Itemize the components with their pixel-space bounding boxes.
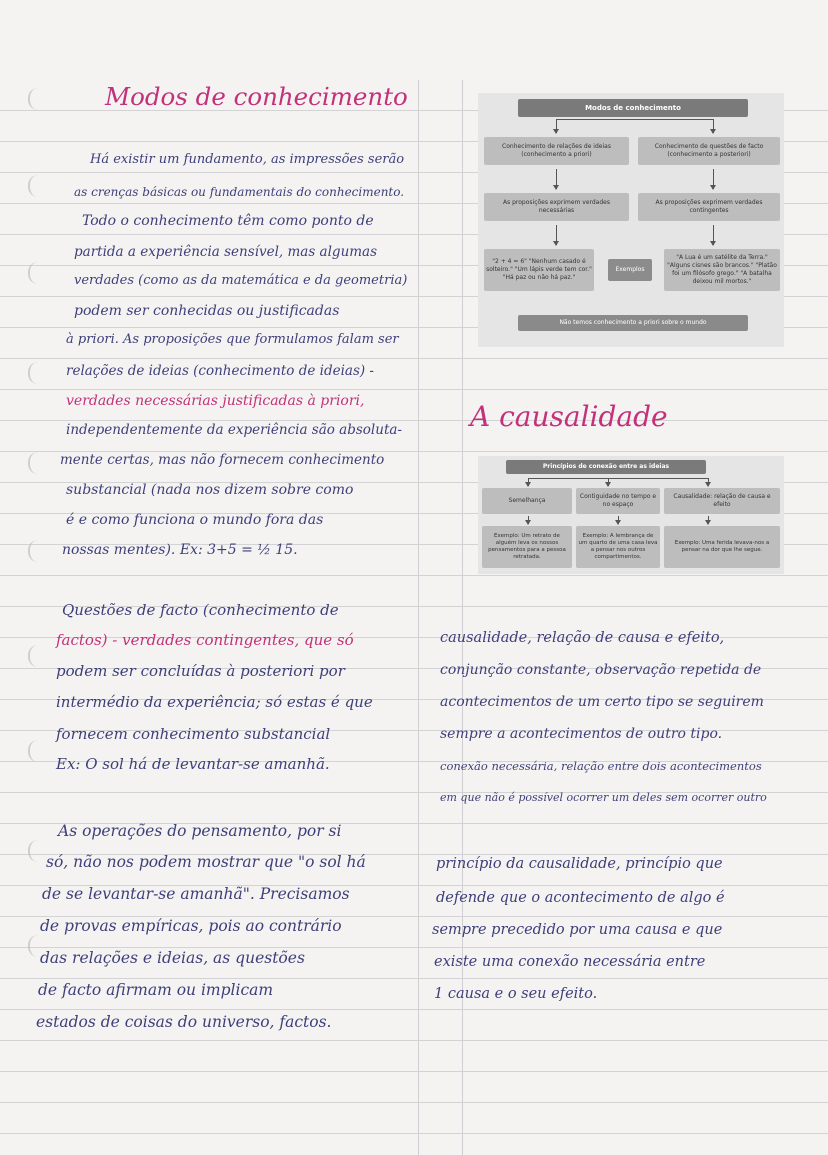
binding-ring xyxy=(28,262,44,284)
arrow-icon xyxy=(713,225,714,245)
handwritten-line: Há existir um fundamento, as impressões serão xyxy=(90,152,405,167)
handwritten-line: nossas mentes). Ex: 3+5 = ½ 15. xyxy=(62,542,298,558)
arrow-icon xyxy=(556,169,557,189)
figure-title: Modos de conhecimento xyxy=(518,99,748,117)
figure-connection-principles xyxy=(478,456,784,574)
examples-label: Exemplos xyxy=(608,259,652,281)
handwritten-line: As operações do pensamento, por si xyxy=(58,822,342,840)
handwritten-line: 1 causa e o seu efeito. xyxy=(434,986,598,1002)
handwritten-line: relações de ideias (conhecimento de ideias) - xyxy=(66,363,374,379)
binding-ring xyxy=(28,540,44,562)
connector xyxy=(556,119,713,120)
handwritten-line: intermédio da experiência; só estas é que xyxy=(56,693,373,711)
handwritten-line: podem ser conhecidas ou justificadas xyxy=(74,303,340,319)
handwritten-line: é e como funciona o mundo fora das xyxy=(66,512,324,528)
connector xyxy=(528,478,708,479)
handwritten-line: independentemente da experiência são absoluta- xyxy=(66,422,402,438)
handwritten-line: Questões de facto (conhecimento de xyxy=(62,601,339,619)
arrow-icon xyxy=(528,516,529,524)
handwritten-line: de provas empíricas, pois ao contrário xyxy=(40,917,342,935)
handwritten-line: Ex: O sol há de levantar-se amanhã. xyxy=(56,755,330,773)
box-necessary-truths: As proposições exprimem verdades necessárias xyxy=(484,193,629,221)
arrow-icon xyxy=(556,225,557,245)
binding-ring xyxy=(28,362,44,384)
section-title-causality: A causalidade xyxy=(470,400,668,433)
handwritten-line: Todo o conhecimento têm como ponto de xyxy=(82,213,374,229)
arrow-icon xyxy=(713,119,714,133)
handwritten-line: causalidade, relação de causa e efeito, xyxy=(440,630,725,646)
box-resemblance: Semelhança xyxy=(482,488,572,514)
arrow-icon xyxy=(708,516,709,524)
examples-a-priori: "2 + 4 = 6" "Nenhum casado é solteiro." "Um lápis verde tem cor." "Há paz ou não há paz." xyxy=(484,249,594,291)
ruled-line xyxy=(0,1102,828,1103)
arrow-icon xyxy=(618,516,619,524)
handwritten-line: conexão necessária, relação entre dois acontecimentos xyxy=(440,759,762,773)
box-causality: Causalidade: relação de causa e efeito xyxy=(664,488,780,514)
figure-title: Princípios de conexão entre as ideias xyxy=(506,460,706,474)
handwritten-line: sempre precedido por uma causa e que xyxy=(432,922,723,938)
handwritten-line: mente certas, mas não fornecem conhecimento xyxy=(60,452,385,468)
box-relations-of-ideas: Conhecimento de relações de ideias (conhecimento a priori) xyxy=(484,137,629,165)
handwritten-line: em que não é possível ocorrer um deles sem ocorrer outro xyxy=(440,791,767,804)
handwritten-line: princípio da causalidade, princípio que xyxy=(436,856,723,872)
ruled-line xyxy=(0,1071,828,1072)
handwritten-line: defende que o acontecimento de algo é xyxy=(436,890,725,906)
binding-ring xyxy=(28,645,44,667)
binding-ring xyxy=(28,840,44,862)
binding-ring xyxy=(28,740,44,762)
handwritten-line-highlight: factos) - verdades contingentes, que só xyxy=(56,631,354,649)
arrow-icon xyxy=(556,119,557,133)
example-resemblance: Exemplo: Um retrato de alguém leva os nossos pensamentos para a pessoa retratada. xyxy=(482,526,572,568)
handwritten-line: acontecimentos de um certo tipo se seguirem xyxy=(440,694,764,710)
example-causality: Exemplo: Uma ferida levava-nos a pensar na dor que lhe segue. xyxy=(664,526,780,568)
handwritten-line: as crenças básicas ou fundamentais do conhecimento. xyxy=(74,185,405,199)
handwritten-line: à priori. As proposições que formulamos falam ser xyxy=(66,332,399,347)
arrow-icon xyxy=(713,169,714,189)
figure-modes-of-knowledge xyxy=(478,93,784,347)
handwritten-line: verdades (como as da matemática e da geometria) xyxy=(74,273,408,288)
handwritten-line: de se levantar-se amanhã". Precisamos xyxy=(42,885,350,903)
handwritten-line: sempre a acontecimentos de outro tipo. xyxy=(440,726,723,742)
handwritten-line: de facto afirmam ou implicam xyxy=(38,981,274,999)
handwritten-line: substancial (nada nos dizem sobre como xyxy=(66,482,354,498)
ruled-line xyxy=(0,575,828,576)
arrow-icon xyxy=(708,478,709,486)
arrow-icon xyxy=(528,478,529,486)
examples-a-posteriori: "A Lua é um satélite da Terra." "Alguns cisnes são brancos." "Platão foi um filósofo grego." "A batalha deixou mil mortos." xyxy=(664,249,780,291)
ruled-line xyxy=(0,1133,828,1134)
handwritten-line: existe uma conexão necessária entre xyxy=(434,954,706,970)
box-contiguity: Contiguidade no tempo e no espaço xyxy=(576,488,660,514)
handwritten-line: partida a experiência sensível, mas algumas xyxy=(74,244,378,260)
binding-ring xyxy=(28,452,44,474)
arrow-icon xyxy=(608,478,609,486)
figure-footer: Não temos conhecimento a priori sobre o mundo xyxy=(518,315,748,331)
binding-ring xyxy=(28,175,44,197)
example-contiguity: Exemplo: A lembrança de um quarto de uma casa leva a pensar nos outros compartimentos. xyxy=(576,526,660,568)
section-title: Modos de conhecimento xyxy=(105,82,408,111)
ruled-line xyxy=(0,1040,828,1041)
box-matters-of-fact: Conhecimento de questões de facto (conhecimento a posteriori) xyxy=(638,137,780,165)
handwritten-line-highlight: verdades necessárias justificadas à priori, xyxy=(66,393,365,409)
handwritten-line: podem ser concluídas à posteriori por xyxy=(56,662,345,680)
handwritten-line: das relações e ideias, as questões xyxy=(40,949,305,967)
box-contingent-truths: As proposições exprimem verdades contingentes xyxy=(638,193,780,221)
binding-ring xyxy=(28,88,44,110)
center-margin-line xyxy=(418,80,419,1155)
handwritten-line: só, não nos podem mostrar que "o sol há xyxy=(46,853,366,871)
handwritten-line: fornecem conhecimento substancial xyxy=(56,725,331,743)
handwritten-line: conjunção constante, observação repetida de xyxy=(440,662,762,678)
handwritten-line: estados de coisas do universo, factos. xyxy=(36,1013,332,1031)
